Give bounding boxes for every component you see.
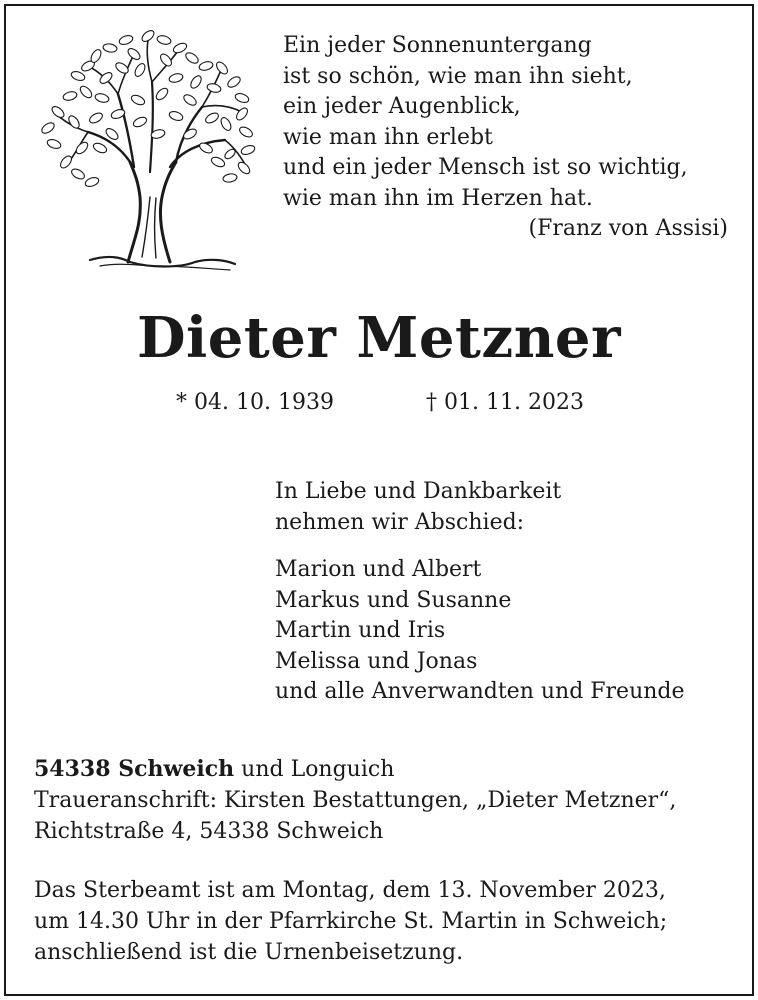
quote-line: wie man ihn im Herzen hat. [283,185,593,211]
farewell-line: In Liebe und Dankbarkeit [275,479,562,504]
mourner-entry: Melissa und Jonas [275,648,478,674]
address-place-rest: und Longuich [234,757,395,782]
address-funeral-home: Traueranschrift: Kirsten Bestattungen, „Dieter Metzner“, [34,788,677,813]
quote-line: und ein jeder Mensch ist so wichtig, [283,155,688,180]
mourners-list [275,555,685,708]
tree-illustration-icon [30,22,260,272]
address-place-bold: 54338 Schweich [34,756,235,782]
quote-line: Ein jeder Sonnenuntergang [283,33,592,58]
service-line: Das Sterbeamt ist am Montag, dem 13. November 2023, [34,878,666,903]
service-line: anschließend ist die Urnenbeisetzung. [34,940,464,965]
mourning-address [34,754,676,847]
birth-date: * 04. 10. 1939 [176,390,334,415]
address-place-line [34,754,676,785]
quote-line: wie man ihn erlebt [283,124,493,150]
service-info [34,875,667,968]
deceased-name: Dieter Metzner [136,305,622,371]
farewell-line: nehmen wir Abschied: [275,509,525,535]
mourner-entry: Marion und Albert [275,557,482,582]
quote-line: ist so schön, wie man ihn sieht, [283,63,633,89]
mourner-entry: Markus und Susanne [275,587,512,613]
quote-line: ein jeder Augenblick, [283,94,521,119]
quote-block [283,31,728,245]
mourner-entry: Martin und Iris [275,618,446,643]
service-line: um 14.30 Uhr in der Pfarrkirche St. Martin in Schweich; [34,909,668,934]
farewell-text [275,477,561,538]
address-street: Richtstraße 4, 54338 Schweich [34,819,384,844]
mourner-entry: und alle Anverwandten und Freunde [275,679,685,704]
death-date: † 01. 11. 2023 [426,390,584,415]
quote-author: (Franz von Assisi) [528,216,728,241]
